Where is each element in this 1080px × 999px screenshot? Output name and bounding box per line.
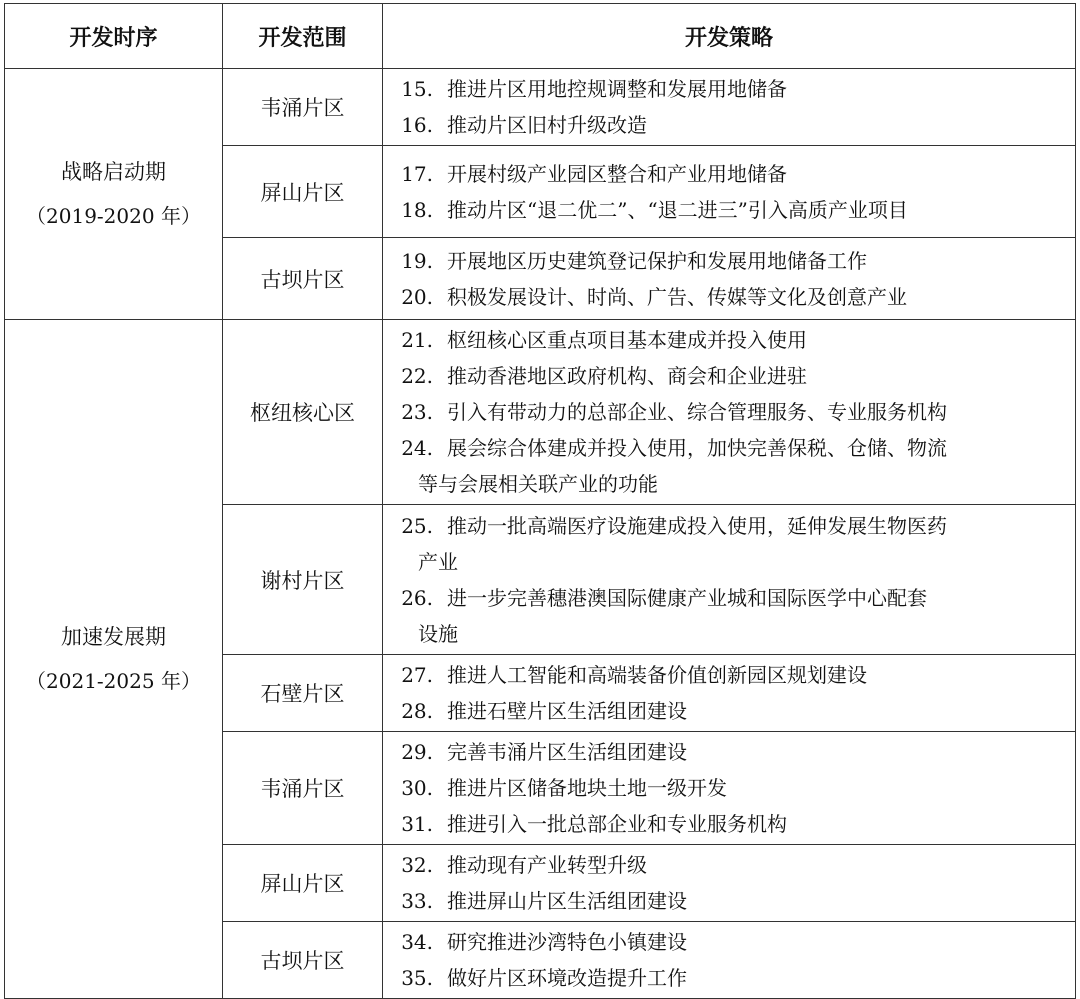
phase-title: 加速发展期 [61,625,166,649]
item-text: 做好片区环境改造提升工作 [447,966,687,990]
item-number: 16. [401,113,433,137]
header-phase: 开发时序 [5,4,223,69]
item-number: 18. [401,197,433,222]
strategy-item [391,580,1071,616]
strategy-cell [383,655,1076,732]
item-text: 枢纽核心区重点项目基本建成并投入使用 [447,328,807,352]
item-text: 引入有带动力的总部企业、综合管理服务、专业服务机构 [447,400,947,424]
item-number: 17. [401,161,433,186]
item-number: 15. [401,77,433,101]
strategy-item [391,693,1071,729]
item-continuation: 等与会展相关联产业的功能 [418,472,658,496]
phase-cell [5,69,223,320]
item-continuation: 设施 [418,621,458,646]
item-number: 35. [401,966,433,990]
scope-cell: 石壁片区 [223,655,383,732]
item-number: 19. [401,248,433,273]
strategy-item [391,322,1071,358]
strategy-cell [383,922,1076,999]
scope-cell: 古坝片区 [223,922,383,999]
strategy-item [391,960,1071,996]
strategy-item [391,243,1071,279]
item-number: 33. [401,889,433,913]
strategy-item [391,806,1071,842]
item-number: 27. [401,663,433,687]
strategy-item [391,508,1071,544]
header-strategy: 开发策略 [383,4,1076,69]
item-number: 34. [401,930,433,954]
scope-cell: 屏山片区 [223,146,383,238]
strategy-item [391,883,1071,919]
strategy-item [391,107,1071,143]
item-text: 展会综合体建成并投入使用，加快完善保税、仓储、物流 [447,436,947,460]
item-number: 24. [401,436,433,460]
development-plan-table [4,3,1076,999]
header-scope: 开发范围 [223,4,383,69]
item-text: 推进石壁片区生活组团建设 [447,699,687,723]
item-text: 完善韦涌片区生活组团建设 [447,740,687,764]
strategy-cell [383,505,1076,655]
item-number: 21. [401,328,433,352]
phase-title: 战略启动期 [61,160,166,184]
item-text: 积极发展设计、时尚、广告、传媒等文化及创意产业 [447,284,907,309]
strategy-item [391,924,1071,960]
strategy-cell [383,845,1076,922]
item-text: 推进片区储备地块土地一级开发 [447,776,727,800]
item-number: 28. [401,699,433,723]
phase-range: （2021-2025 年） [26,669,201,693]
item-number: 23. [401,400,433,424]
scope-cell: 韦涌片区 [223,732,383,845]
item-text: 推动香港地区政府机构、商会和企业进驻 [447,364,807,388]
table-row [5,320,1076,505]
item-text: 推动现有产业转型升级 [447,853,647,877]
item-number: 20. [401,284,433,309]
item-text: 推动片区“退二优二”、“退二进三”引入高质产业项目 [447,197,908,222]
strategy-cell [383,69,1076,146]
strategy-item [391,430,1071,466]
strategy-item [391,770,1071,806]
item-number: 29. [401,740,433,764]
strategy-item [391,847,1071,883]
item-text: 研究推进沙湾特色小镇建设 [447,930,687,954]
strategy-cell [383,320,1076,505]
scope-cell: 古坝片区 [223,238,383,320]
item-number: 22. [401,364,433,388]
item-text: 推动一批高端医疗设施建成投入使用，延伸发展生物医药 [447,513,947,538]
strategy-item [391,394,1071,430]
strategy-item [391,358,1071,394]
item-text: 开展地区历史建筑登记保护和发展用地储备工作 [447,248,867,273]
strategy-item [391,279,1071,315]
item-text: 推进屏山片区生活组团建设 [447,889,687,913]
item-number: 32. [401,853,433,877]
strategy-cell [383,238,1076,320]
item-number: 31. [401,812,433,836]
strategy-cell [383,732,1076,845]
scope-cell: 枢纽核心区 [223,320,383,505]
strategy-cell [383,146,1076,238]
strategy-item [391,734,1071,770]
phase-range: （2019-2020 年） [26,204,201,228]
item-number: 26. [401,585,433,610]
strategy-item [391,71,1071,107]
table-row [5,69,1076,146]
item-number: 30. [401,776,433,800]
item-text: 开展村级产业园区整合和产业用地储备 [447,161,787,186]
item-number: 25. [401,513,433,538]
strategy-item [391,192,1071,228]
phase-cell [5,320,223,999]
item-continuation: 产业 [418,549,458,574]
header-row [5,4,1076,69]
item-text: 推进人工智能和高端装备价值创新园区规划建设 [447,663,867,687]
item-text: 进一步完善穗港澳国际健康产业城和国际医学中心配套 [447,585,927,610]
strategy-item [391,657,1071,693]
item-text: 推动片区旧村升级改造 [447,113,647,137]
scope-cell: 屏山片区 [223,845,383,922]
scope-cell: 韦涌片区 [223,69,383,146]
item-text: 推进片区用地控规调整和发展用地储备 [447,77,787,101]
scope-cell: 谢村片区 [223,505,383,655]
strategy-item [391,156,1071,192]
item-text: 推进引入一批总部企业和专业服务机构 [447,812,787,836]
